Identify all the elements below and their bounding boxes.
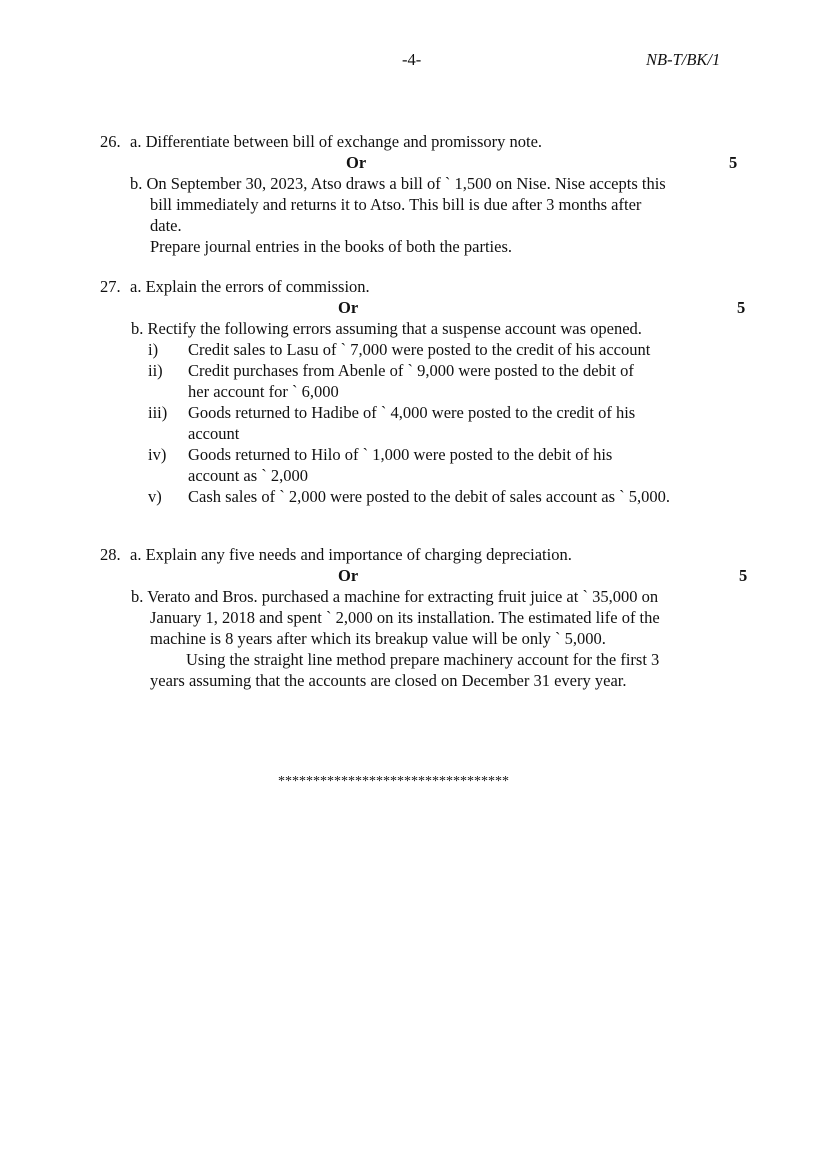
item-text: Cash sales of ` 2,000 were posted to the debit of sales account as ` 5,000. <box>188 487 671 506</box>
paper-code: NB-T/BK/1 <box>646 50 721 69</box>
question-part-b-line: January 1, 2018 and spent ` 2,000 on its installation. The estimated life of the <box>150 608 660 627</box>
item-number: i) <box>148 340 159 359</box>
marks: 5 <box>737 298 746 317</box>
or-separator: Or <box>338 298 359 317</box>
or-separator: Or <box>338 566 359 585</box>
question-part-a: a. Differentiate between bill of exchange and promissory note. <box>130 132 543 151</box>
item-text: account <box>188 424 240 443</box>
question-part-b-line: date. <box>150 216 182 235</box>
question-part-b-line: years assuming that the accounts are closed on December 31 every year. <box>150 671 627 690</box>
end-of-paper-stars: ********************************* <box>278 774 509 789</box>
marks: 5 <box>739 566 748 585</box>
item-text: Goods returned to Hilo of ` 1,000 were posted to the debit of his <box>188 445 613 464</box>
question-part-b: b. Verato and Bros. purchased a machine for extracting fruit juice at ` 35,000 on <box>131 587 659 606</box>
question-part-b-line: Prepare journal entries in the books of both the parties. <box>150 237 512 256</box>
item-text: account as ` 2,000 <box>188 466 309 485</box>
question-part-b-line: machine is 8 years after which its breakup value will be only ` 5,000. <box>150 629 606 648</box>
question-part-b-line: bill immediately and returns it to Atso. This bill is due after 3 months after <box>150 195 642 214</box>
page-number: -4- <box>402 50 422 69</box>
question-part-a: a. Explain the errors of commission. <box>130 277 370 296</box>
question-number: 27. <box>100 277 121 296</box>
item-text: Credit purchases from Abenle of ` 9,000 were posted to the debit of <box>188 361 634 380</box>
or-separator: Or <box>346 153 367 172</box>
item-number: v) <box>148 487 162 506</box>
question-part-b: b. On September 30, 2023, Atso draws a bill of ` 1,500 on Nise. Nise accepts this <box>130 174 666 193</box>
marks: 5 <box>729 153 738 172</box>
item-text: her account for ` 6,000 <box>188 382 339 401</box>
item-number: iv) <box>148 445 167 464</box>
item-number: ii) <box>148 361 163 380</box>
item-number: iii) <box>148 403 168 422</box>
question-number: 26. <box>100 132 121 151</box>
question-part-b: b. Rectify the following errors assuming that a suspense account was opened. <box>131 319 642 338</box>
question-part-a: a. Explain any five needs and importance of charging depreciation. <box>130 545 572 564</box>
question-part-b-line: Using the straight line method prepare machinery account for the first 3 <box>186 650 660 669</box>
question-number: 28. <box>100 545 121 564</box>
item-text: Credit sales to Lasu of ` 7,000 were posted to the credit of his account <box>188 340 651 359</box>
item-text: Goods returned to Hadibe of ` 4,000 were posted to the credit of his <box>188 403 636 422</box>
